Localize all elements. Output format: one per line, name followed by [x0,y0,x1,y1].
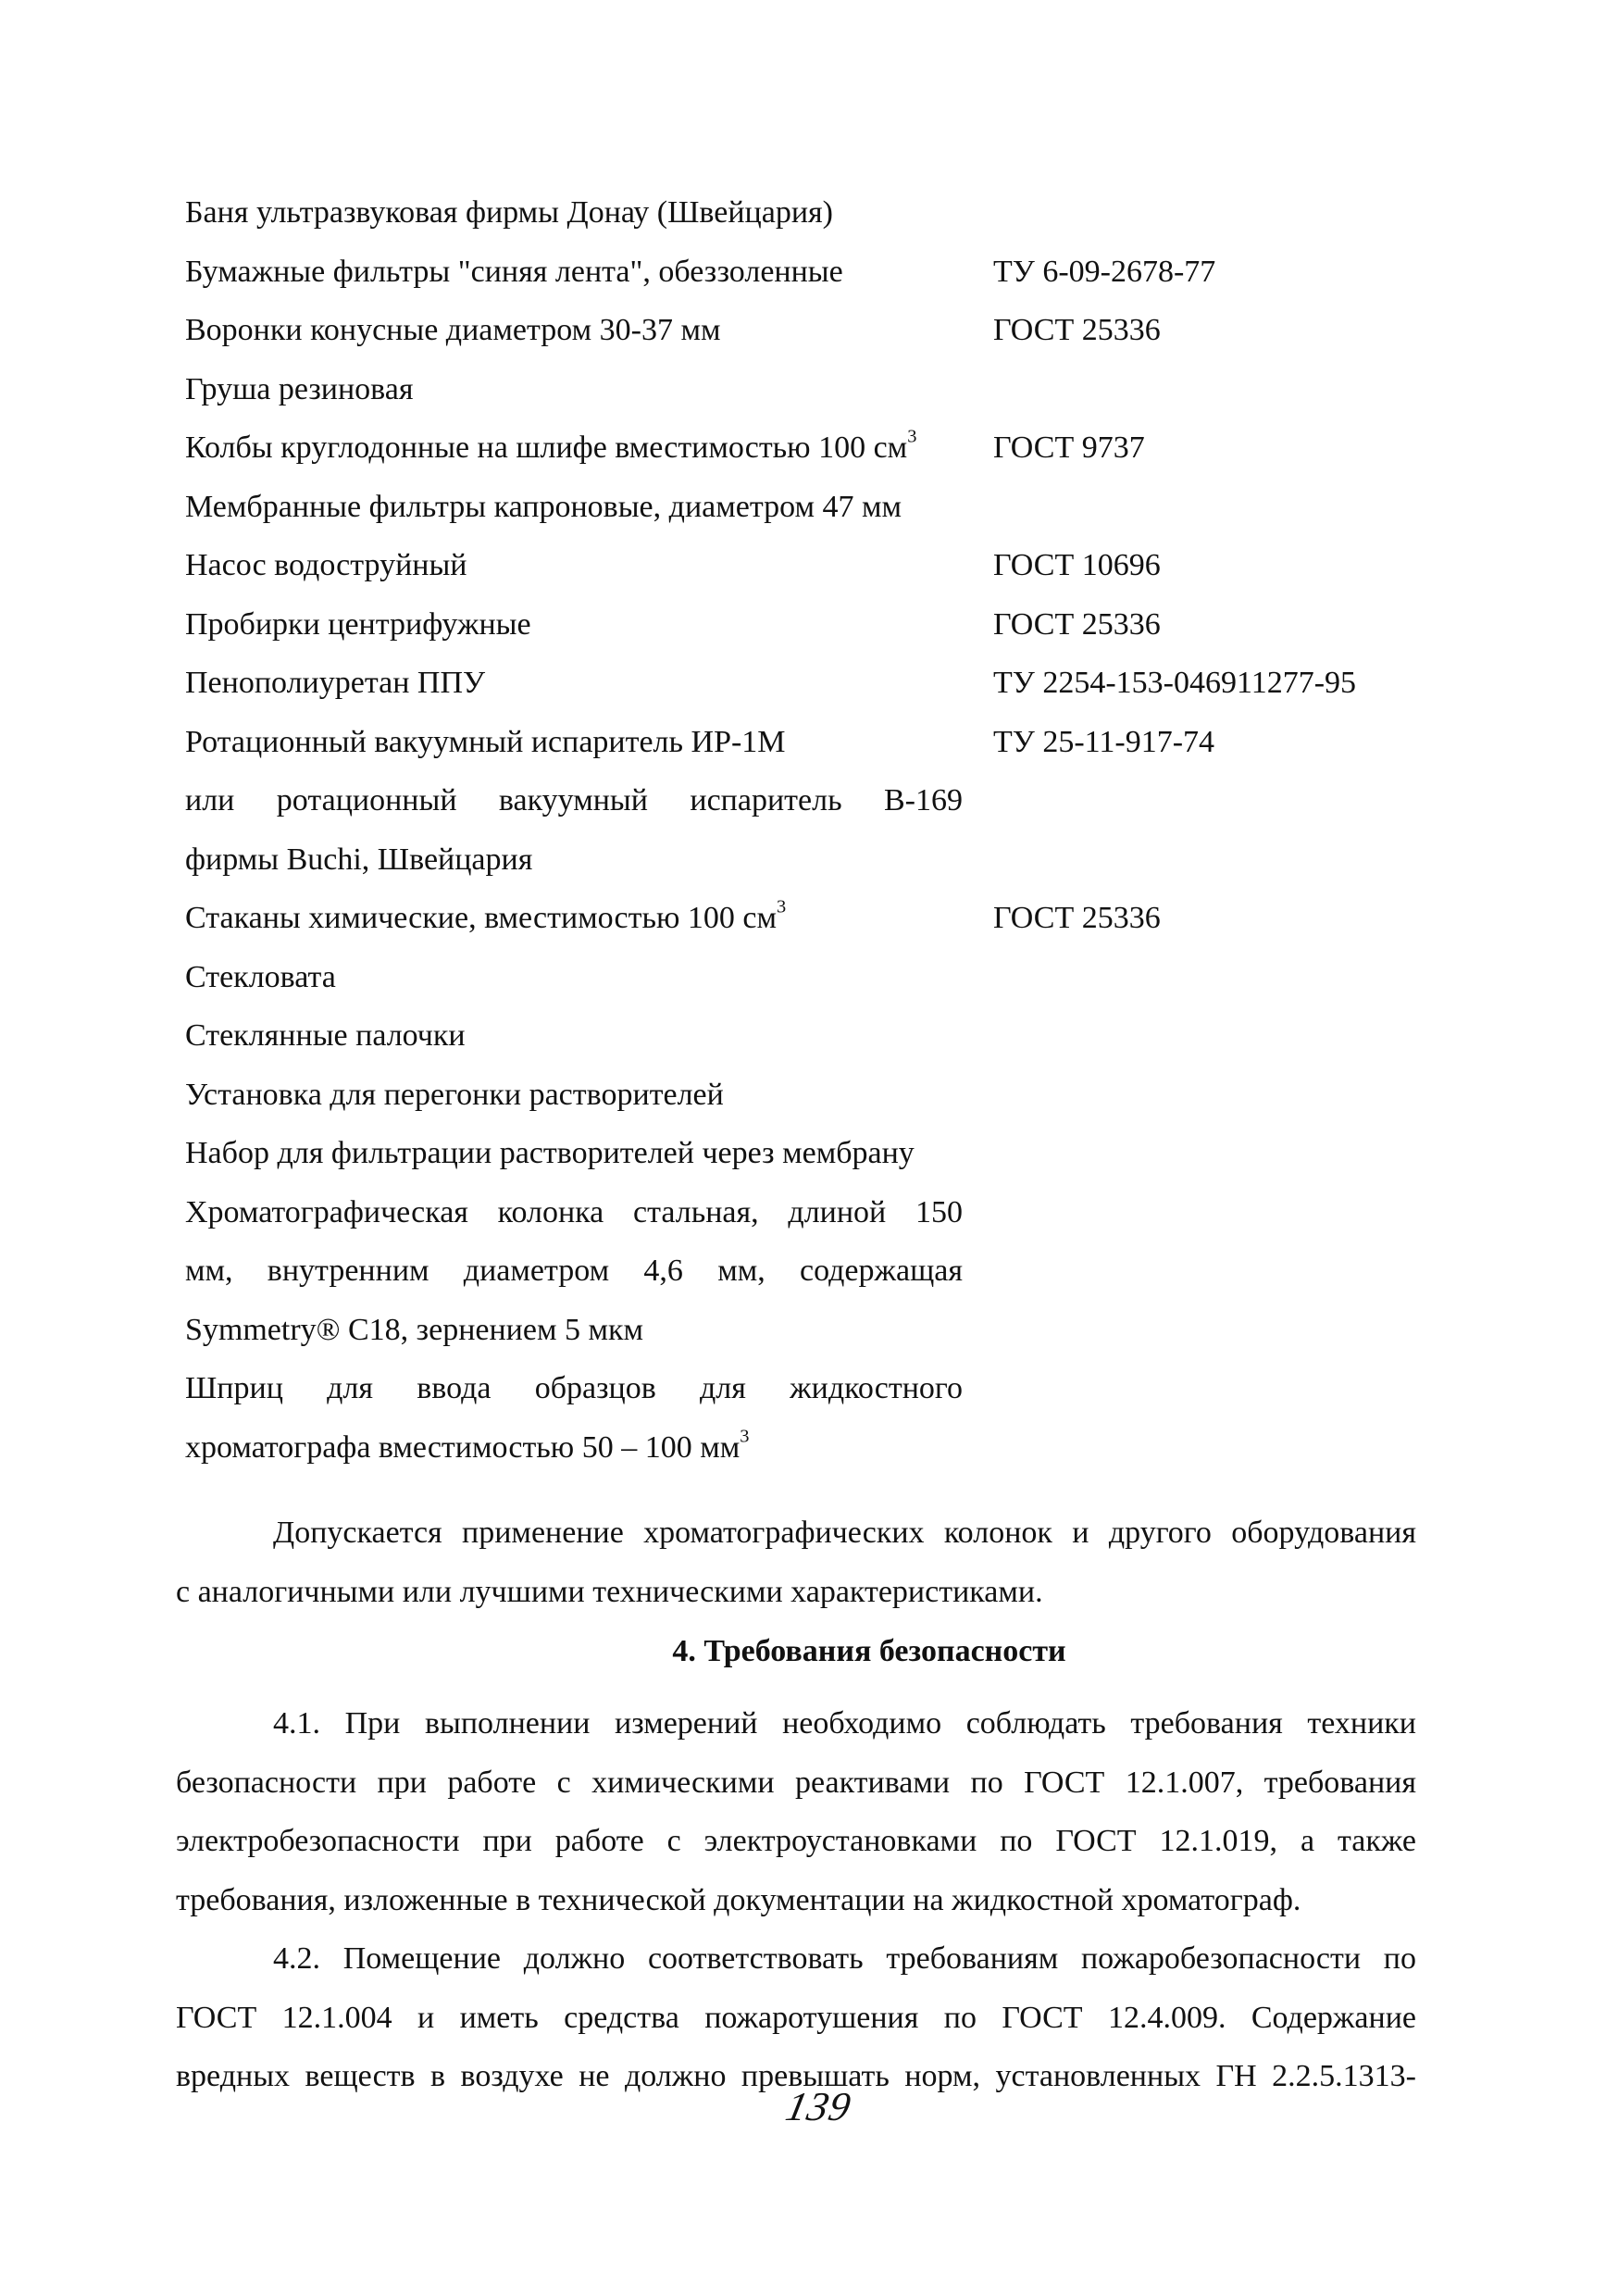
equipment-row [185,1006,1388,1066]
equipment-name: фирмы Buchi, Швейцария [185,842,533,877]
equipment-row [185,360,1388,419]
equipment-name: Шприц для ввода образцов для жидкостного [185,1371,963,1405]
equipment-row [185,1359,1388,1418]
equipment-row [185,536,1388,595]
equipment-row [185,301,1388,360]
para-4-1-line-1: 4.1. При выполнении измерений необходимо соблюдать требования техники [273,1706,1416,1741]
equipment-name: Насос водоструйный [185,548,467,582]
equipment-standard: ГОСТ 25336 [993,901,1161,935]
equipment-row [185,183,1388,243]
equipment-name: Symmetry® C18, зернением 5 мкм [185,1312,644,1347]
equipment-standard: ГОСТ 25336 [993,606,1161,642]
equipment-name: Пробирки центрифужные [185,606,531,642]
equipment-standard: ТУ 2254-153-046911277-95 [993,666,1357,700]
equipment-name: Стаканы химические, вместимостью 100 $см^3$ [185,896,787,935]
equipment-row [185,243,1388,302]
equipment-row [185,1418,1388,1478]
equipment-row [185,595,1388,655]
equipment-row [185,948,1388,1007]
equipment-name: Груша резиновая [185,371,414,406]
unit-superscript: 3 [776,896,787,917]
paragraph-4-2 [176,1929,1416,2106]
equipment-name: хроматографа вместимостью 50 – 100 $мм^3$ [185,1426,750,1465]
equipment-standard: ГОСТ 9737 [993,430,1145,465]
equipment-row [185,654,1388,713]
equipment-row [185,418,1388,478]
equipment-name: Колбы круглодонные на шлифе вместимостью 100 $см^3$ [185,426,917,465]
equipment-row [185,1066,1388,1125]
equipment-row [185,889,1388,948]
equipment-name: или ротационный вакуумный испаритель В-169 [185,783,963,817]
para-4-2-line-1: 4.2. Помещение должно соответствовать требованиям пожаробезопасности по [273,1941,1416,1976]
equipment-name: Ротационный вакуумный испаритель ИР-1М [185,724,786,759]
equipment-name: Пенополиуретан ППУ [185,666,486,700]
equipment-name: Стеклянные палочки [185,1018,466,1053]
para-4-2-line-2: ГОСТ 12.1.004 и иметь средства пожаротушения по ГОСТ 12.4.009. Содержание [176,2000,1416,2035]
page-number: 139 [781,2084,856,2129]
para-4-2-line-3: вредных веществ в воздухе не должно превышать норм, установленных ГН 2.2.5.1313- [176,2059,1416,2093]
equipment-list [185,183,1388,1477]
equipment-row [185,478,1388,537]
equipment-name: Стекловата [185,959,336,994]
equipment-name: Набор для фильтрации растворителей через мембрану [185,1136,915,1170]
equipment-name: Установка для перегонки растворителей [185,1077,724,1112]
para-4-1-line-2: безопасности при работе с химическими реактивами по ГОСТ 12.1.007, требования [176,1765,1416,1800]
unit-superscript: 3 [907,426,917,447]
equipment-name: мм, внутренним диаметром 4,6 мм, содержащая [185,1254,963,1288]
equipment-row [185,1242,1388,1301]
equipment-row [185,1301,1388,1360]
unit-superscript: 3 [740,1426,750,1447]
equipment-row [185,830,1388,890]
equipment-row [185,1124,1388,1183]
equipment-standard: ГОСТ 25336 [993,313,1161,347]
equipment-name: Воронки конусные диаметром 30-37 мм [185,313,721,347]
para-4-1-line-4: требования, изложенные в технической документации на жидкостной хроматограф. [176,1882,1301,1917]
allowance-paragraph [176,1504,1416,1621]
allowance-line-2: с аналогичными или лучшими техническими характеристиками. [176,1574,1043,1609]
paragraph-4-1 [176,1694,1416,1929]
section-heading: 4. Требования безопасности [672,1634,1066,1668]
equipment-standard: ГОСТ 10696 [993,548,1161,582]
equipment-row [185,771,1388,830]
equipment-name: Бумажные фильтры "синяя лента", обеззоленные [185,254,843,289]
equipment-row [185,1183,1388,1242]
equipment-row [185,713,1388,772]
equipment-name: Баня ультразвуковая фирмы Донау (Швейцария) [185,195,833,230]
para-4-1-line-3: электробезопасности при работе с электроустановками по ГОСТ 12.1.019, а также [176,1824,1416,1858]
equipment-standard: ТУ 25-11-917-74 [993,724,1215,759]
equipment-name: Хроматографическая колонка стальная, длиной 150 [185,1194,963,1229]
allowance-line-1: Допускается применение хроматографических колонок и другого оборудования [273,1516,1416,1550]
equipment-name: Мембранные фильтры капроновые, диаметром 47 мм [185,489,902,524]
equipment-standard: ТУ 6-09-2678-77 [993,254,1216,289]
